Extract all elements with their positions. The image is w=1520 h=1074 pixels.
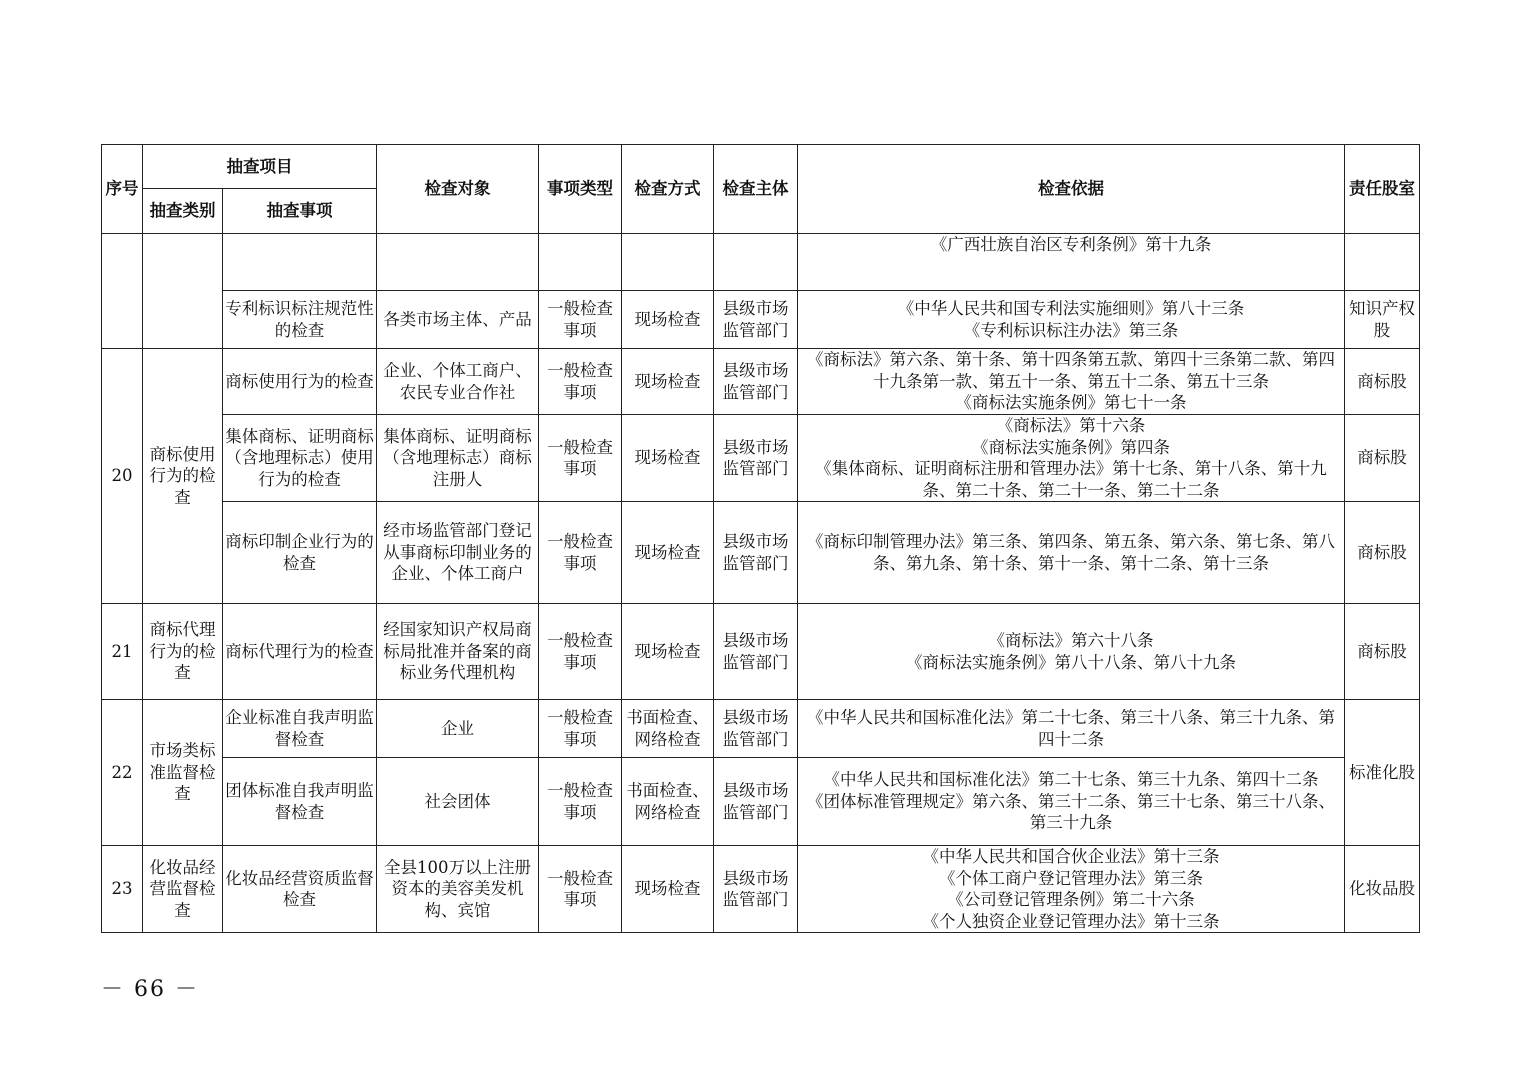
header-basis: 检查依据 [798,145,1345,234]
cell-subject: 县级市场监管部门 [714,349,798,415]
page-number: － 66 － [101,977,199,1002]
cell-seq [102,234,143,349]
cell-target: 企业 [377,700,539,758]
cell-type: 一般检查事项 [539,502,622,604]
cell-type: 一般检查事项 [539,291,622,349]
cell-basis [798,758,1345,846]
header-project: 抽查项目 [143,145,377,189]
cell-subject: 县级市场监管部门 [714,604,798,700]
header-type: 事项类型 [539,145,622,234]
header-method: 检查方式 [622,145,714,234]
cell-office: 商标股 [1345,349,1420,415]
cell-item: 团体标准自我声明监督检查 [223,758,377,846]
cell-type: 一般检查事项 [539,758,622,846]
cell-basis [798,502,1345,604]
basis-line: 《商标法实施条例》第四条 [972,437,1170,457]
cell-type: 一般检查事项 [539,604,622,700]
inspection-table [101,144,1420,933]
cell-method: 现场检查 [622,846,714,933]
cell-basis [798,291,1345,349]
basis-line: 《中华人民共和国合伙企业法》第十三条 [922,847,1220,866]
basis-line: 《专利标识标注办法》第三条 [963,320,1179,340]
table-row [102,234,1420,291]
basis-line: 《商标印制管理办法》第三条、第四条、第五条、第六条、第七条、第八条、第九条、第十条、第十一条、第十二条、第十三条 [807,532,1335,573]
table-row [102,502,1420,604]
cell-basis [798,349,1345,415]
cell-type: 一般检查事项 [539,415,622,502]
table-row [102,291,1420,349]
table-row [102,846,1420,933]
cell-basis [798,700,1345,758]
basis-line: 《商标法实施条例》第七十一条 [955,393,1187,413]
cell-basis [798,846,1345,933]
basis-line: 《个体工商户登记管理办法》第三条 [939,868,1203,888]
basis-line: 《商标法》第六十八条 [988,631,1154,650]
cell-item [223,234,377,291]
cell-method: 书面检查、网络检查 [622,700,714,758]
cell-target: 经市场监管部门登记从事商标印制业务的企业、个体工商户 [377,502,539,604]
cell-method: 现场检查 [622,291,714,349]
basis-line: 《商标法》第十六条 [996,416,1146,435]
cell-office: 化妆品股 [1345,846,1420,933]
header-item: 抽查事项 [223,189,377,234]
cell-type: 一般检查事项 [539,700,622,758]
table-row [102,349,1420,415]
cell-office: 商标股 [1345,604,1420,700]
cell-subject: 县级市场监管部门 [714,415,798,502]
cell-office: 商标股 [1345,502,1420,604]
cell-item: 商标使用行为的检查 [223,349,377,415]
cell-target: 全县100万以上注册资本的美容美发机构、宾馆 [377,846,539,933]
basis-line: 《中华人民共和国标准化法》第二十七条、第三十八条、第三十九条、第四十二条 [807,708,1335,749]
cell-method: 现场检查 [622,502,714,604]
cell-target: 经国家知识产权局商标局批准并备案的商标业务代理机构 [377,604,539,700]
basis-line: 《商标法》第六条、第十条、第十四条第五款、第四十三条第二款、第四十九条第一款、第五十一条、第五十二条、第五十三条 [807,350,1335,391]
cell-seq: 21 [102,604,143,700]
table-row [102,700,1420,758]
cell-seq: 20 [102,349,143,604]
cell-category: 化妆品经营监督检查 [143,846,223,933]
cell-item: 集体商标、证明商标（含地理标志）使用行为的检查 [223,415,377,502]
cell-category [143,234,223,349]
cell-category: 商标使用行为的检查 [143,349,223,604]
cell-seq: 22 [102,700,143,846]
cell-target: 集体商标、证明商标（含地理标志）商标注册人 [377,415,539,502]
basis-line: 《团体标准管理规定》第六条、第三十二条、第三十七条、第三十八条、第三十九条 [807,791,1335,833]
cell-type [539,234,622,291]
cell-item: 商标代理行为的检查 [223,604,377,700]
cell-method: 现场检查 [622,604,714,700]
cell-item: 化妆品经营资质监督检查 [223,846,377,933]
basis-line: 《中华人民共和国标准化法》第二十七条、第三十九条、第四十二条 [823,770,1319,790]
cell-method: 书面检查、网络检查 [622,758,714,846]
table-row [102,415,1420,502]
cell-office: 商标股 [1345,415,1420,502]
cell-target: 社会团体 [377,758,539,846]
basis-line: 《公司登记管理条例》第二十六条 [947,890,1195,909]
cell-category: 商标代理行为的检查 [143,604,223,700]
cell-subject: 县级市场监管部门 [714,502,798,604]
header-category: 抽查类别 [143,189,223,234]
cell-subject: 县级市场监管部门 [714,846,798,933]
cell-target: 企业、个体工商户、农民专业合作社 [377,349,539,415]
basis-line: 《个人独资企业登记管理办法》第十三条 [922,911,1220,931]
cell-item: 商标印制企业行为的检查 [223,502,377,604]
cell-category: 市场类标准监督检查 [143,700,223,846]
cell-basis [798,234,1345,291]
cell-type: 一般检查事项 [539,846,622,933]
cell-basis [798,604,1345,700]
cell-item: 专利标识标注规范性的检查 [223,291,377,349]
basis-line: 《中华人民共和国专利法实施细则》第八十三条 [897,299,1245,318]
cell-office: 知识产权股 [1345,291,1420,349]
cell-type: 一般检查事项 [539,349,622,415]
table-row [102,604,1420,700]
cell-target: 各类市场主体、产品 [377,291,539,349]
basis-line: 《商标法实施条例》第八十八条、第八十九条 [906,652,1236,672]
basis-line: 《广西壮族自治区专利条例》第十九条 [930,235,1212,254]
cell-basis [798,415,1345,502]
cell-item: 企业标准自我声明监督检查 [223,700,377,758]
table-row [102,758,1420,846]
basis-line: 《集体商标、证明商标注册和管理办法》第十七条、第十八条、第十九条、第二十条、第二十一条、第二十二条 [815,459,1327,500]
cell-method: 现场检查 [622,415,714,502]
cell-office: 标准化股 [1345,700,1420,846]
cell-method [622,234,714,291]
cell-subject: 县级市场监管部门 [714,291,798,349]
header-office: 责任股室 [1345,145,1420,234]
cell-seq: 23 [102,846,143,933]
header-seq: 序号 [102,145,143,234]
header-subject: 检查主体 [714,145,798,234]
cell-subject: 县级市场监管部门 [714,700,798,758]
cell-subject [714,234,798,291]
cell-office [1345,234,1420,291]
cell-method: 现场检查 [622,349,714,415]
cell-subject: 县级市场监管部门 [714,758,798,846]
header-target: 检查对象 [377,145,539,234]
cell-target [377,234,539,291]
